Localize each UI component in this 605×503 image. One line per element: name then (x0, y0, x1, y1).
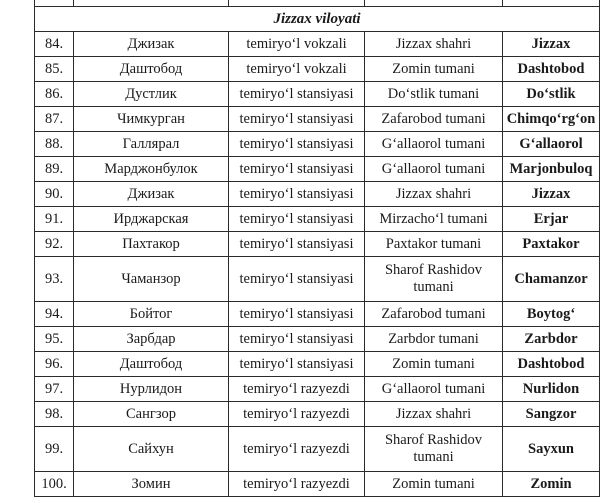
station-type-cell: temiryo‘l stansiyasi (229, 82, 365, 107)
district-cell: Zafarobod tumani (365, 302, 503, 327)
uzbek-name-cell: Chimqo‘rg‘on (503, 107, 600, 132)
district-cell: Zarbdor tumani (365, 327, 503, 352)
station-type-cell: temiryo‘l stansiyasi (229, 302, 365, 327)
russian-name-cell: Зомин (74, 472, 229, 497)
russian-name-cell: Бойтог (74, 302, 229, 327)
district-cell: Jizzax shahri (365, 402, 503, 427)
uzbek-name-cell: G‘allaorol (503, 132, 600, 157)
table-row (35, 472, 600, 497)
russian-name-cell: Сайхун (74, 427, 229, 472)
table-row (35, 327, 600, 352)
table-row (35, 232, 600, 257)
row-number-cell: 98. (35, 402, 74, 427)
table-row (35, 32, 600, 57)
row-number-cell: 99. (35, 427, 74, 472)
district-cell: G‘allaorol tumani (365, 157, 503, 182)
station-type-cell: temiryo‘l razyezdi (229, 402, 365, 427)
table-row (35, 157, 600, 182)
table-row (35, 207, 600, 232)
table-row (35, 132, 600, 157)
table-row (35, 352, 600, 377)
russian-name-cell: Зарбдар (74, 327, 229, 352)
row-number-cell: 90. (35, 182, 74, 207)
russian-name-cell: Чимкурган (74, 107, 229, 132)
russian-name-cell: Джизак (74, 182, 229, 207)
district-cell: Zomin tumani (365, 472, 503, 497)
russian-name-cell: Нурлидон (74, 377, 229, 402)
russian-name-cell: Ирджарская (74, 207, 229, 232)
station-type-cell: temiryo‘l stansiyasi (229, 157, 365, 182)
table-row (35, 427, 600, 472)
station-type-cell: temiryo‘l vokzali (229, 32, 365, 57)
station-type-cell: temiryo‘l stansiyasi (229, 182, 365, 207)
district-cell: Jizzax shahri (365, 32, 503, 57)
row-number-cell: 97. (35, 377, 74, 402)
uzbek-name-cell: Zomin (503, 472, 600, 497)
district-cell: G‘allaorol tumani (365, 377, 503, 402)
row-number-cell: 95. (35, 327, 74, 352)
uzbek-name-cell: Jizzax (503, 182, 600, 207)
table-row (35, 57, 600, 82)
district-cell: Sharof Rashidov tumani (365, 257, 503, 302)
district-cell: G‘allaorol tumani (365, 132, 503, 157)
row-number-cell: 100. (35, 472, 74, 497)
row-number-cell: 89. (35, 157, 74, 182)
russian-name-cell: Даштобод (74, 57, 229, 82)
station-type-cell: temiryo‘l stansiyasi (229, 207, 365, 232)
uzbek-name-cell: Erjar (503, 207, 600, 232)
uzbek-name-cell: Dashtobod (503, 352, 600, 377)
district-cell: Jizzax shahri (365, 182, 503, 207)
row-number-cell: 87. (35, 107, 74, 132)
district-cell: Do‘stlik tumani (365, 82, 503, 107)
russian-name-cell: Сангзор (74, 402, 229, 427)
row-number-cell: 92. (35, 232, 74, 257)
row-number-cell: 94. (35, 302, 74, 327)
uzbek-name-cell: Do‘stlik (503, 82, 600, 107)
table-row (35, 302, 600, 327)
region-title: Jizzax viloyati (35, 7, 600, 32)
uzbek-name-cell: Nurlidon (503, 377, 600, 402)
russian-name-cell: Галлярал (74, 132, 229, 157)
station-type-cell: temiryo‘l razyezdi (229, 377, 365, 402)
station-type-cell: temiryo‘l razyezdi (229, 427, 365, 472)
row-number-cell: 84. (35, 32, 74, 57)
district-cell: Zomin tumani (365, 57, 503, 82)
station-type-cell: temiryo‘l stansiyasi (229, 132, 365, 157)
russian-name-cell: Пахтакор (74, 232, 229, 257)
row-number-cell: 96. (35, 352, 74, 377)
station-type-cell: temiryo‘l stansiyasi (229, 232, 365, 257)
table-row (35, 377, 600, 402)
uzbek-name-cell: Dashtobod (503, 57, 600, 82)
uzbek-name-cell: Marjonbuloq (503, 157, 600, 182)
station-type-cell: temiryo‘l vokzali (229, 57, 365, 82)
district-cell: Zomin tumani (365, 352, 503, 377)
district-cell: Mirzacho‘l tumani (365, 207, 503, 232)
russian-name-cell: Чаманзор (74, 257, 229, 302)
station-type-cell: temiryo‘l razyezdi (229, 472, 365, 497)
row-number-cell: 86. (35, 82, 74, 107)
station-type-cell: temiryo‘l stansiyasi (229, 107, 365, 132)
row-number-cell: 91. (35, 207, 74, 232)
stations-table (34, 0, 600, 497)
uzbek-name-cell: Jizzax (503, 32, 600, 57)
row-number-cell: 85. (35, 57, 74, 82)
row-number-cell: 93. (35, 257, 74, 302)
uzbek-name-cell: Chamanzor (503, 257, 600, 302)
table-row (35, 402, 600, 427)
station-type-cell: temiryo‘l stansiyasi (229, 327, 365, 352)
russian-name-cell: Дустлик (74, 82, 229, 107)
table-row (35, 182, 600, 207)
uzbek-name-cell: Sayxun (503, 427, 600, 472)
region-header-row (35, 7, 600, 32)
russian-name-cell: Джизак (74, 32, 229, 57)
uzbek-name-cell: Paxtakor (503, 232, 600, 257)
uzbek-name-cell: Zarbdor (503, 327, 600, 352)
district-cell: Sharof Rashidov tumani (365, 427, 503, 472)
table-row (35, 107, 600, 132)
table-row (35, 257, 600, 302)
station-type-cell: temiryo‘l stansiyasi (229, 352, 365, 377)
station-type-cell: temiryo‘l stansiyasi (229, 257, 365, 302)
table-body (35, 0, 600, 497)
table-row (35, 82, 600, 107)
row-number-cell: 88. (35, 132, 74, 157)
district-cell: Zafarobod tumani (365, 107, 503, 132)
russian-name-cell: Даштобод (74, 352, 229, 377)
russian-name-cell: Марджонбулок (74, 157, 229, 182)
uzbek-name-cell: Boytog‘ (503, 302, 600, 327)
district-cell: Paxtakor tumani (365, 232, 503, 257)
uzbek-name-cell: Sangzor (503, 402, 600, 427)
